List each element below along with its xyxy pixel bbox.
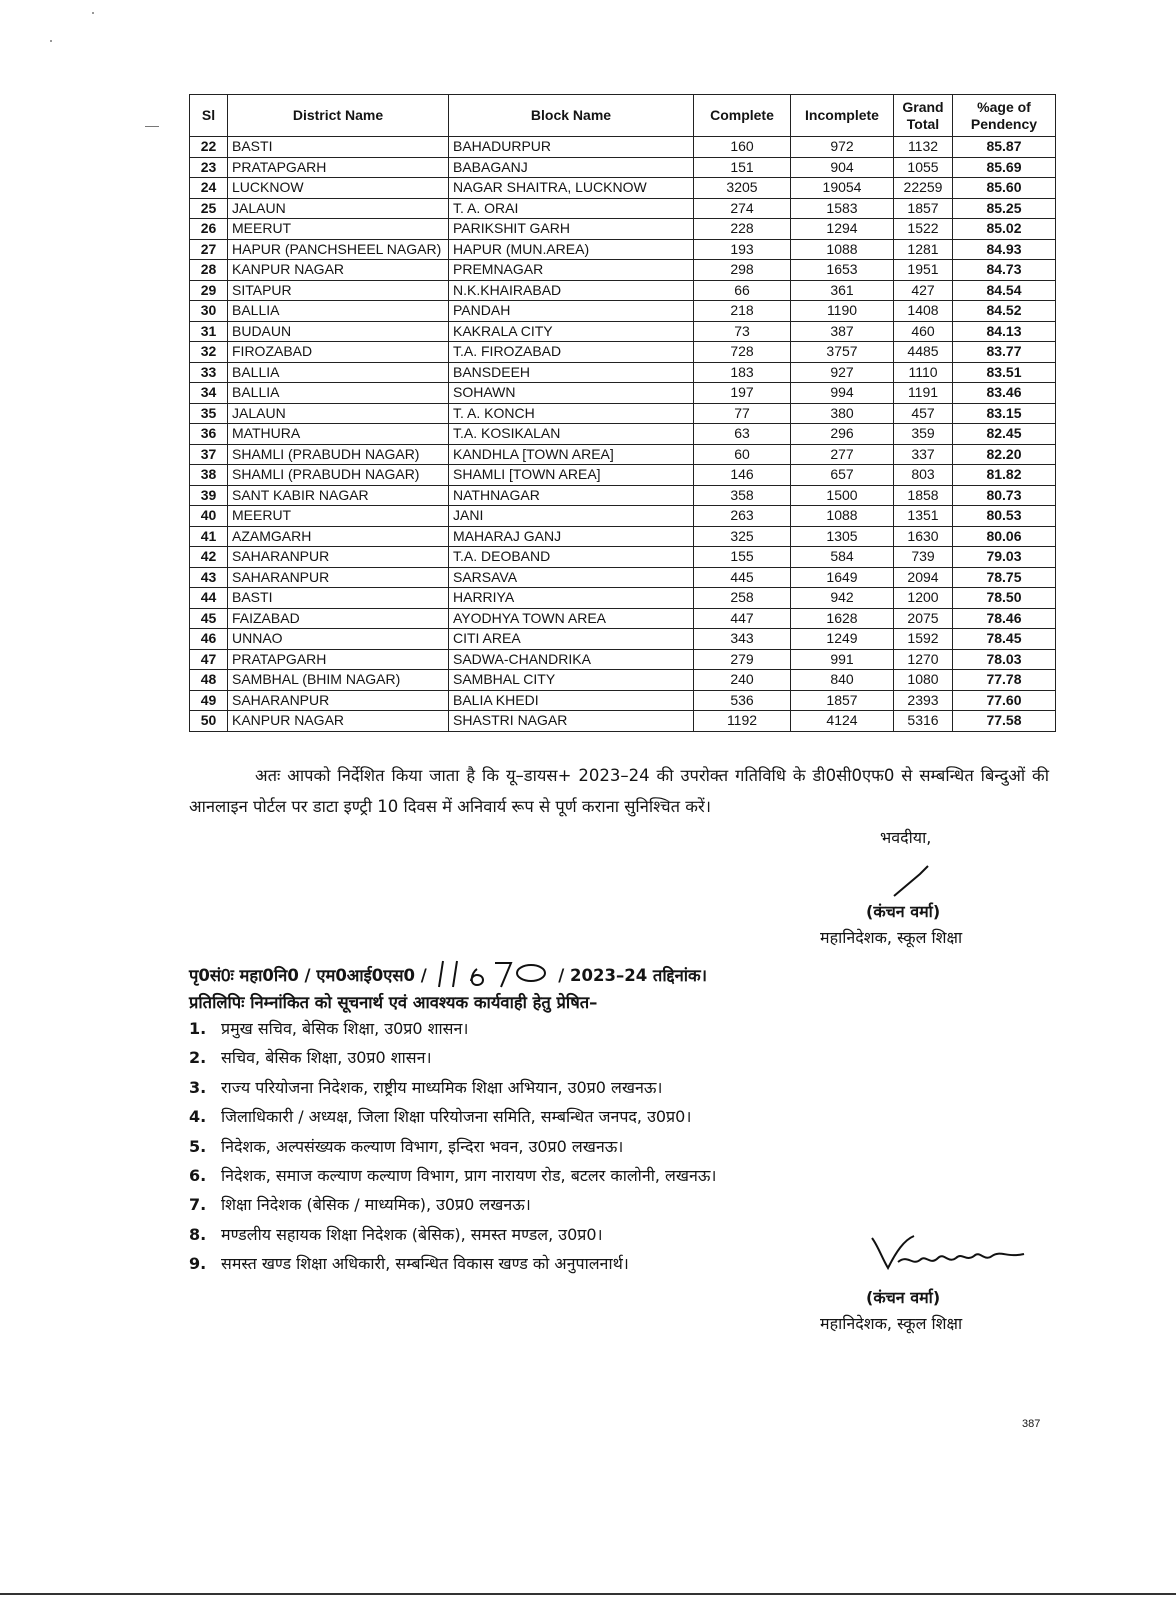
cell-grand-total: 803: [894, 465, 953, 486]
cell-block: T. A. ORAI: [449, 198, 694, 219]
cell-pendency: 77.78: [953, 670, 1056, 691]
cell-block: T.A. FIROZABAD: [449, 342, 694, 363]
list-item-number: 9.: [189, 1254, 207, 1274]
cell-sl: 46: [190, 629, 228, 650]
cell-grand-total: 337: [894, 444, 953, 465]
cell-incomplete: 994: [791, 383, 894, 404]
list-item: [189, 1014, 1059, 1043]
cell-pendency: 84.52: [953, 301, 1056, 322]
signatory-name-2: (कंचन वर्मा): [866, 1288, 941, 1307]
header-pendency: %age of Pendency: [953, 95, 1056, 137]
cell-pendency: 83.15: [953, 403, 1056, 424]
table-row: [190, 239, 1056, 260]
cell-pendency: 83.77: [953, 342, 1056, 363]
scan-speck: [50, 40, 52, 42]
cell-grand-total: 1522: [894, 219, 953, 240]
table-row: [190, 260, 1056, 281]
cell-pendency: 78.03: [953, 649, 1056, 670]
header-grand-total: Grand Total: [894, 95, 953, 137]
table-row: [190, 690, 1056, 711]
cell-pendency: 78.50: [953, 588, 1056, 609]
table-row: [190, 608, 1056, 629]
cell-sl: 44: [190, 588, 228, 609]
list-item-text: समस्त खण्ड शिक्षा अधिकारी, सम्बन्धित विकास खण्ड को अनुपालनार्थ।: [221, 1254, 629, 1274]
cell-incomplete: 972: [791, 137, 894, 158]
cell-district: PRATAPGARH: [228, 649, 449, 670]
cell-grand-total: 1191: [894, 383, 953, 404]
table-row: [190, 670, 1056, 691]
cell-grand-total: 1132: [894, 137, 953, 158]
table-row: [190, 198, 1056, 219]
cell-grand-total: 1592: [894, 629, 953, 650]
list-item-number: 6.: [189, 1165, 207, 1185]
table-row: [190, 424, 1056, 445]
cell-sl: 32: [190, 342, 228, 363]
cell-incomplete: 657: [791, 465, 894, 486]
cell-grand-total: 1055: [894, 157, 953, 178]
cell-incomplete: 1294: [791, 219, 894, 240]
cell-incomplete: 296: [791, 424, 894, 445]
cell-grand-total: 2075: [894, 608, 953, 629]
cell-pendency: 78.75: [953, 567, 1056, 588]
list-item-number: 1.: [189, 1019, 207, 1038]
table-row: [190, 629, 1056, 650]
cell-sl: 47: [190, 649, 228, 670]
cell-district: JALAUN: [228, 198, 449, 219]
cell-complete: 3205: [694, 178, 791, 199]
signature-initial-mark: [890, 860, 940, 900]
signatory-title: महानिदेशक, स्कूल शिक्षा: [820, 928, 963, 947]
table-row: [190, 219, 1056, 240]
pendency-table: [189, 94, 1056, 732]
cell-incomplete: 1653: [791, 260, 894, 281]
cell-complete: 66: [694, 280, 791, 301]
cell-complete: 146: [694, 465, 791, 486]
list-item-text: निदेशक, अल्पसंख्यक कल्याण विभाग, इन्दिरा भवन, उ0प्र0 लखनऊ।: [221, 1136, 624, 1156]
cell-pendency: 82.20: [953, 444, 1056, 465]
header-district: District Name: [228, 95, 449, 137]
cell-district: SAMBHAL (BHIM NAGAR): [228, 670, 449, 691]
cell-complete: 60: [694, 444, 791, 465]
cell-grand-total: 1110: [894, 362, 953, 383]
list-item-number: 2.: [189, 1048, 207, 1068]
cell-complete: 197: [694, 383, 791, 404]
cell-incomplete: 1190: [791, 301, 894, 322]
closing-salutation: भवदीया,: [880, 828, 932, 847]
cell-pendency: 85.87: [953, 137, 1056, 158]
cell-sl: 29: [190, 280, 228, 301]
reference-prefix: पृ0सं0ः महा0नि0 / एम0आई0एस0 /: [189, 966, 427, 985]
cell-pendency: 84.93: [953, 239, 1056, 260]
cell-district: MEERUT: [228, 506, 449, 527]
cell-district: BALLIA: [228, 301, 449, 322]
list-item-text: सचिव, बेसिक शिक्षा, उ0प्र0 शासन।: [221, 1048, 432, 1068]
list-item: [189, 1043, 1059, 1072]
cell-district: SANT KABIR NAGAR: [228, 485, 449, 506]
list-item-number: 4.: [189, 1107, 207, 1127]
header-block: Block Name: [449, 95, 694, 137]
scan-speck: [145, 126, 159, 127]
cell-district: SAHARANPUR: [228, 567, 449, 588]
table-row: [190, 465, 1056, 486]
cell-sl: 38: [190, 465, 228, 486]
cell-district: KANPUR NAGAR: [228, 260, 449, 281]
cell-district: SAHARANPUR: [228, 547, 449, 568]
cell-grand-total: 2393: [894, 690, 953, 711]
cell-block: BANSDEEH: [449, 362, 694, 383]
page-number: 387: [1022, 1418, 1041, 1430]
cell-district: BALLIA: [228, 362, 449, 383]
list-item-text: राज्य परियोजना निदेशक, राष्ट्रीय माध्यमिक शिक्षा अभियान, उ0प्र0 लखनऊ।: [221, 1077, 663, 1097]
list-item: [189, 1190, 1059, 1219]
cell-sl: 43: [190, 567, 228, 588]
cell-grand-total: 1080: [894, 670, 953, 691]
cell-complete: 218: [694, 301, 791, 322]
cell-grand-total: 1630: [894, 526, 953, 547]
cell-block: PANDAH: [449, 301, 694, 322]
list-item-number: 5.: [189, 1136, 207, 1156]
cell-district: SAHARANPUR: [228, 690, 449, 711]
cell-pendency: 83.46: [953, 383, 1056, 404]
cell-district: SHAMLI (PRABUDH NAGAR): [228, 444, 449, 465]
cell-complete: 77: [694, 403, 791, 424]
cell-sl: 41: [190, 526, 228, 547]
cell-sl: 34: [190, 383, 228, 404]
cell-district: BASTI: [228, 137, 449, 158]
cell-sl: 49: [190, 690, 228, 711]
cell-incomplete: 584: [791, 547, 894, 568]
cell-block: BAHADURPUR: [449, 137, 694, 158]
cell-sl: 28: [190, 260, 228, 281]
cell-district: SHAMLI (PRABUDH NAGAR): [228, 465, 449, 486]
cell-grand-total: 1408: [894, 301, 953, 322]
cell-grand-total: 1281: [894, 239, 953, 260]
cell-grand-total: 1200: [894, 588, 953, 609]
cell-pendency: 84.13: [953, 321, 1056, 342]
cell-complete: 228: [694, 219, 791, 240]
cell-block: SHAMLI [TOWN AREA]: [449, 465, 694, 486]
cell-sl: 36: [190, 424, 228, 445]
cell-incomplete: 991: [791, 649, 894, 670]
instruction-paragraph: [189, 760, 1049, 822]
cell-complete: 536: [694, 690, 791, 711]
cell-incomplete: 3757: [791, 342, 894, 363]
cell-block: PARIKSHIT GARH: [449, 219, 694, 240]
table-row: [190, 526, 1056, 547]
cell-district: MATHURA: [228, 424, 449, 445]
signatory-name: (कंचन वर्मा): [866, 902, 941, 921]
list-item-text: प्रमुख सचिव, बेसिक शिक्षा, उ0प्र0 शासन।: [221, 1019, 469, 1038]
cell-pendency: 78.46: [953, 608, 1056, 629]
cell-block: NAGAR SHAITRA, LUCKNOW: [449, 178, 694, 199]
list-item: [189, 1073, 1059, 1102]
instruction-text: अतः आपको निर्देशित किया जाता है कि यू–डायस+ 2023–24 की उपरोक्त गतिविधि के डी0सी0एफ0 से सम्बन्धित बिन्दुओं की आनलाइन पोर्टल पर डाटा इण्ट्री 10 दिवस में अनिवार्य रूप से पूर्ण कराना सुनिश्चित करें।: [189, 766, 1049, 816]
header-complete: Complete: [694, 95, 791, 137]
table-row: [190, 321, 1056, 342]
cell-district: MEERUT: [228, 219, 449, 240]
cell-sl: 42: [190, 547, 228, 568]
cell-block: BALIA KHEDI: [449, 690, 694, 711]
cell-district: LUCKNOW: [228, 178, 449, 199]
cell-block: N.K.KHAIRABAD: [449, 280, 694, 301]
header-sl: Sl: [190, 95, 228, 137]
cell-complete: 274: [694, 198, 791, 219]
table-row: [190, 342, 1056, 363]
cell-pendency: 79.03: [953, 547, 1056, 568]
cell-incomplete: 1249: [791, 629, 894, 650]
cell-sl: 23: [190, 157, 228, 178]
cell-complete: 258: [694, 588, 791, 609]
cell-incomplete: 840: [791, 670, 894, 691]
cell-block: T.A. KOSIKALAN: [449, 424, 694, 445]
table-row: [190, 506, 1056, 527]
cell-complete: 1192: [694, 711, 791, 732]
cell-district: UNNAO: [228, 629, 449, 650]
cell-block: JANI: [449, 506, 694, 527]
table-row: [190, 157, 1056, 178]
cell-pendency: 84.73: [953, 260, 1056, 281]
cell-incomplete: 387: [791, 321, 894, 342]
cell-grand-total: 5316: [894, 711, 953, 732]
header-incomplete: Incomplete: [791, 95, 894, 137]
reference-line: [189, 959, 707, 989]
cell-district: KANPUR NAGAR: [228, 711, 449, 732]
cell-complete: 73: [694, 321, 791, 342]
cell-district: BUDAUN: [228, 321, 449, 342]
cell-pendency: 77.60: [953, 690, 1056, 711]
cell-pendency: 84.54: [953, 280, 1056, 301]
reference-suffix: / 2023–24 तद्दिनांक।: [558, 966, 707, 985]
cell-incomplete: 1628: [791, 608, 894, 629]
cell-district: AZAMGARH: [228, 526, 449, 547]
cell-grand-total: 460: [894, 321, 953, 342]
cell-district: BASTI: [228, 588, 449, 609]
cell-incomplete: 1583: [791, 198, 894, 219]
cell-complete: 160: [694, 137, 791, 158]
cell-complete: 447: [694, 608, 791, 629]
cell-district: HAPUR (PANCHSHEEL NAGAR): [228, 239, 449, 260]
list-item-text: निदेशक, समाज कल्याण कल्याण विभाग, प्राग नारायण रोड, बटलर कालोनी, लखनऊ।: [221, 1165, 717, 1185]
cell-grand-total: 1270: [894, 649, 953, 670]
table-row: [190, 362, 1056, 383]
cell-complete: 155: [694, 547, 791, 568]
cell-complete: 325: [694, 526, 791, 547]
list-item-text: मण्डलीय सहायक शिक्षा निदेशक (बेसिक), समस्त मण्डल, उ0प्र0।: [221, 1224, 603, 1244]
cell-incomplete: 1088: [791, 239, 894, 260]
cell-block: T. A. KONCH: [449, 403, 694, 424]
cell-block: KANDHLA [TOWN AREA]: [449, 444, 694, 465]
signature: [868, 1232, 1028, 1276]
table-row: [190, 178, 1056, 199]
table-row: [190, 649, 1056, 670]
cell-grand-total: 427: [894, 280, 953, 301]
cell-pendency: 85.02: [953, 219, 1056, 240]
cell-incomplete: 1649: [791, 567, 894, 588]
cell-grand-total: 457: [894, 403, 953, 424]
cell-grand-total: 1351: [894, 506, 953, 527]
list-item-number: 7.: [189, 1195, 207, 1215]
cell-incomplete: 927: [791, 362, 894, 383]
copy-heading: प्रतिलिपिः निम्नांकित को सूचनार्थ एवं आवश्यक कार्यवाही हेतु प्रेषित–: [189, 993, 598, 1012]
cell-complete: 298: [694, 260, 791, 281]
table-row: [190, 383, 1056, 404]
cell-pendency: 81.82: [953, 465, 1056, 486]
table-row: [190, 403, 1056, 424]
cell-sl: 40: [190, 506, 228, 527]
cell-sl: 37: [190, 444, 228, 465]
list-item-text: जिलाधिकारी / अध्यक्ष, जिला शिक्षा परियोजना समिति, सम्बन्धित जनपद, उ0प्र0।: [221, 1107, 692, 1127]
cell-incomplete: 1305: [791, 526, 894, 547]
cell-pendency: 80.73: [953, 485, 1056, 506]
scan-speck: [92, 12, 94, 14]
cell-pendency: 77.58: [953, 711, 1056, 732]
cell-grand-total: 1951: [894, 260, 953, 281]
cell-block: SAMBHAL CITY: [449, 670, 694, 691]
cell-complete: 728: [694, 342, 791, 363]
cell-sl: 33: [190, 362, 228, 383]
cell-block: MAHARAJ GANJ: [449, 526, 694, 547]
table-row: [190, 711, 1056, 732]
signatory-title-2: महानिदेशक, स्कूल शिक्षा: [820, 1314, 963, 1333]
cell-grand-total: 4485: [894, 342, 953, 363]
list-item-text: शिक्षा निदेशक (बेसिक / माध्यमिक), उ0प्र0 लखनऊ।: [221, 1195, 531, 1215]
table-row: [190, 137, 1056, 158]
cell-block: NATHNAGAR: [449, 485, 694, 506]
list-item-number: 8.: [189, 1224, 207, 1244]
cell-complete: 279: [694, 649, 791, 670]
cell-incomplete: 277: [791, 444, 894, 465]
cell-pendency: 80.06: [953, 526, 1056, 547]
list-item: [189, 1102, 1059, 1131]
cell-sl: 30: [190, 301, 228, 322]
cell-pendency: 82.45: [953, 424, 1056, 445]
cell-incomplete: 4124: [791, 711, 894, 732]
table-row: [190, 280, 1056, 301]
cell-block: BABAGANJ: [449, 157, 694, 178]
cell-sl: 31: [190, 321, 228, 342]
cell-block: SOHAWN: [449, 383, 694, 404]
cell-incomplete: 904: [791, 157, 894, 178]
cell-grand-total: 1857: [894, 198, 953, 219]
cell-sl: 27: [190, 239, 228, 260]
bottom-scan-edge: [0, 1593, 1176, 1595]
cell-grand-total: 22259: [894, 178, 953, 199]
cell-block: HARRIYA: [449, 588, 694, 609]
table-body: [190, 137, 1056, 732]
cell-pendency: 85.25: [953, 198, 1056, 219]
cell-complete: 343: [694, 629, 791, 650]
cell-block: CITI AREA: [449, 629, 694, 650]
cell-complete: 263: [694, 506, 791, 527]
table-row: [190, 485, 1056, 506]
table-row: [190, 588, 1056, 609]
cell-complete: 151: [694, 157, 791, 178]
cell-incomplete: 1500: [791, 485, 894, 506]
cell-pendency: 83.51: [953, 362, 1056, 383]
cell-block: PREMNAGAR: [449, 260, 694, 281]
cell-grand-total: 2094: [894, 567, 953, 588]
table-row: [190, 567, 1056, 588]
cell-incomplete: 942: [791, 588, 894, 609]
cell-block: SHASTRI NAGAR: [449, 711, 694, 732]
cell-sl: 26: [190, 219, 228, 240]
cell-district: SITAPUR: [228, 280, 449, 301]
table-header-row: [190, 95, 1056, 137]
list-item: [189, 1132, 1059, 1161]
cell-sl: 45: [190, 608, 228, 629]
table-row: [190, 547, 1056, 568]
cell-district: BALLIA: [228, 383, 449, 404]
cell-incomplete: 19054: [791, 178, 894, 199]
cell-grand-total: 739: [894, 547, 953, 568]
cell-grand-total: 1858: [894, 485, 953, 506]
list-item: [189, 1161, 1059, 1190]
cell-pendency: 80.53: [953, 506, 1056, 527]
cell-incomplete: 361: [791, 280, 894, 301]
cell-block: AYODHYA TOWN AREA: [449, 608, 694, 629]
cell-incomplete: 1857: [791, 690, 894, 711]
cell-sl: 50: [190, 711, 228, 732]
cell-district: FAIZABAD: [228, 608, 449, 629]
cell-pendency: 85.69: [953, 157, 1056, 178]
cell-complete: 193: [694, 239, 791, 260]
table-row: [190, 444, 1056, 465]
cell-pendency: 85.60: [953, 178, 1056, 199]
table-row: [190, 301, 1056, 322]
cell-sl: 25: [190, 198, 228, 219]
cell-block: SARSAVA: [449, 567, 694, 588]
cell-sl: 35: [190, 403, 228, 424]
cell-complete: 358: [694, 485, 791, 506]
cell-pendency: 78.45: [953, 629, 1056, 650]
list-item-number: 3.: [189, 1077, 207, 1097]
cell-sl: 48: [190, 670, 228, 691]
cell-sl: 39: [190, 485, 228, 506]
cell-complete: 445: [694, 567, 791, 588]
cell-complete: 183: [694, 362, 791, 383]
cell-district: JALAUN: [228, 403, 449, 424]
handwritten-ref-number: [433, 959, 553, 989]
cell-sl: 24: [190, 178, 228, 199]
cell-district: PRATAPGARH: [228, 157, 449, 178]
cell-complete: 240: [694, 670, 791, 691]
cell-sl: 22: [190, 137, 228, 158]
cell-incomplete: 380: [791, 403, 894, 424]
cell-grand-total: 359: [894, 424, 953, 445]
cell-block: KAKRALA CITY: [449, 321, 694, 342]
cell-incomplete: 1088: [791, 506, 894, 527]
cell-block: T.A. DEOBAND: [449, 547, 694, 568]
cell-block: HAPUR (MUN.AREA): [449, 239, 694, 260]
cell-block: SADWA-CHANDRIKA: [449, 649, 694, 670]
cell-district: FIROZABAD: [228, 342, 449, 363]
cell-complete: 63: [694, 424, 791, 445]
